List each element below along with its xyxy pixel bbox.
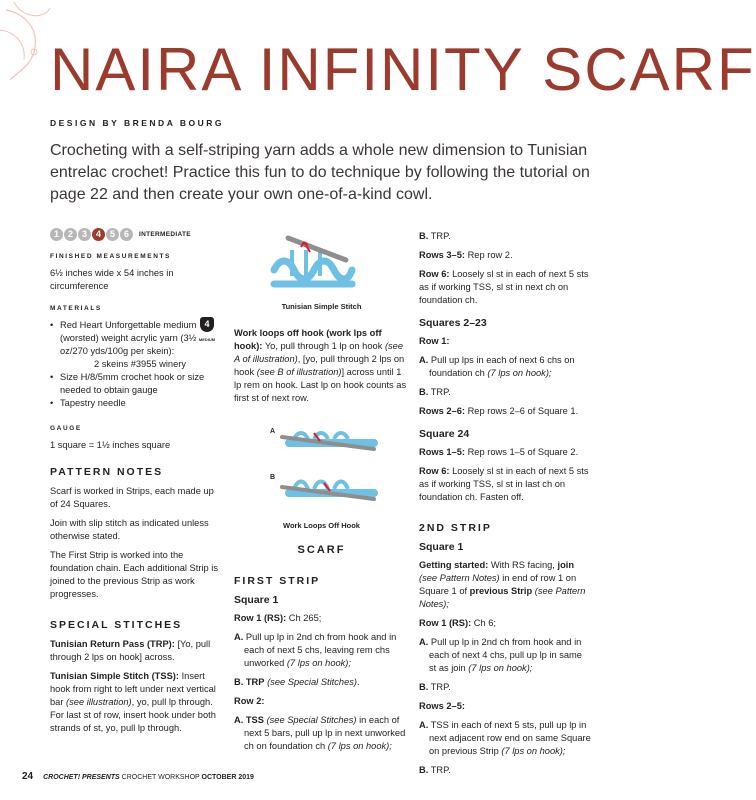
row1-text: Row 1 (RS): Ch 265; — [234, 613, 322, 623]
square1-heading: Square 1 — [234, 594, 279, 606]
stitch-trp: Tunisian Return Pass (TRP): [Yo, pull through 2 lps on hook] across. — [50, 639, 211, 662]
tss-illustration — [234, 228, 409, 298]
skill-level-3: 3 — [78, 228, 91, 241]
work-loops-text: Work loops off hook (work lps off hook): Yo, pull through 1 lp on hook (see A of illustration), [yo, pull through 2 lps on hook (see B of illustration)] across until 1 lp rem on hook. Last lp on hook counts as first st of next row. — [234, 328, 407, 403]
pattern-notes-heading: PATTERN NOTES — [50, 466, 164, 478]
step-b4: B. TRP. — [419, 765, 451, 775]
finished-text: 6½ inches wide x 54 inches in circumference — [50, 268, 174, 291]
row6-text: Row 6: Loosely sl st in each of next 5 sts as if working TSS, sl st in next ch on foundation ch. — [419, 269, 589, 305]
yarn-weight-icon: 4 MEDIUM — [198, 319, 216, 342]
step-b1: B. TRP (see Special Stitches). — [234, 677, 360, 687]
row6b-text: Row 6: Loosely sl st in each of next 5 sts as if working TSS, sl st in last ch on foundation ch. Fasten off. — [419, 466, 589, 502]
issue-date: OCTOBER 2019 — [201, 774, 254, 781]
square1b-heading: Square 1 — [419, 541, 464, 553]
label-a: A — [270, 428, 276, 435]
row1-rs: Row 1 (RS): Ch 6; — [419, 618, 496, 628]
skill-level-label: INTERMEDIATE — [139, 231, 191, 238]
skill-level — [50, 228, 222, 241]
skill-level-6: 6 — [120, 228, 133, 241]
rows-1-5: Rows 1–5: Rep rows 1–5 of Square 2. — [419, 447, 579, 457]
second-strip-heading: 2ND STRIP — [419, 522, 492, 534]
wlo-caption: Work Loops Off Hook — [283, 521, 360, 530]
gauge-text: 1 square = 1½ inches square — [50, 440, 171, 450]
column-left — [50, 228, 222, 741]
step-a4: A. TSS in each of next 5 sts, pull up lp in next adjacent row end on same Square on previous Strip (7 lps on hook); — [419, 720, 591, 756]
pattern-note: The First Strip is worked into the foundation chain. Each additional Strip is joined to the previous Strip as work progresses. — [50, 550, 218, 599]
step-a: A. Pull up lps in each of next 6 chs on foundation ch (7 lps on hook); — [419, 355, 575, 378]
intro-paragraph: Crocheting with a self-striping yarn adds a whole new dimension to Tunisian entrelac crochet! Practice this fun to do technique by following the tutorial on page 22 and then create your own one-of-a-kind cowl. — [50, 142, 590, 203]
row2-label: Row 2: — [234, 696, 265, 706]
special-stitches-heading: SPECIAL STITCHES — [50, 619, 183, 631]
rows-2-6: Rows 2–6: Rep rows 2–6 of Square 1. — [419, 406, 579, 416]
designer-credit: DESIGN BY BRENDA BOURG — [50, 118, 225, 128]
square-24-heading: Square 24 — [419, 428, 470, 440]
step-b-trp: B. TRP. — [419, 231, 451, 241]
rows-3-5: Rows 3–5: Rep row 2. — [419, 250, 513, 260]
step-a1: A. Pull up lp in 2nd ch from hook and in each of next 5 chs, leaving rem chs unworked (7 lps on hook); — [234, 632, 397, 668]
first-strip-heading: FIRST STRIP — [234, 575, 321, 587]
list-item: • Tapestry needle — [50, 397, 222, 410]
list-item: • Red Heart Unforgettable medium (worsted) weight acrylic yarn (3½ oz/270 yds/100g per skein): 2 skeins #3955 winery — [50, 319, 222, 371]
column-middle — [234, 228, 409, 759]
stitch-tss: Tunisian Simple Stitch (TSS): Insert hook from right to left under next vertical bar (see illustration), yo, pull lp through. For last st of row, insert hook under both strands of st, yo, pull lp through. — [50, 671, 216, 733]
gauge-heading: GAUGE — [50, 425, 82, 432]
getting-started: Getting started: With RS facing, join (see Pattern Notes) in end of row 1 on Square 1 of previous Strip (see Pattern Notes); — [419, 560, 586, 609]
column-right — [419, 230, 591, 783]
skill-level-2: 2 — [64, 228, 77, 241]
skill-level-1: 1 — [50, 228, 63, 241]
scarf-heading: SCARF — [297, 544, 346, 556]
materials-heading: MATERIALS — [50, 305, 102, 312]
page-title: NAIRA INFINITY SCARF — [50, 36, 756, 103]
tss-illustration-icon — [234, 228, 409, 298]
pattern-note: Scarf is worked in Strips, each made up of 24 Squares. — [50, 486, 214, 509]
step-b2: B. TRP. — [419, 387, 451, 397]
squares-2-23-heading: Squares 2–23 — [419, 317, 487, 329]
work-loops-icon — [234, 411, 409, 519]
work-loops-illustration — [234, 411, 409, 519]
skill-level-5: 5 — [106, 228, 119, 241]
list-item: • Size H/8/5mm crochet hook or size needed to obtain gauge — [50, 371, 222, 397]
page-footer — [22, 771, 254, 782]
section-name: CROCHET WORKSHOP — [121, 774, 200, 781]
row1-label: Row 1: — [419, 336, 450, 346]
pattern-note: Join with slip stitch as indicated unless otherwise stated. — [50, 518, 209, 541]
step-a3: A. Pull up lp in 2nd ch from hook and in each of next 4 chs, pull up lp in same st as join (7 lps on hook); — [419, 637, 582, 673]
step-b3: B. TRP. — [419, 682, 451, 692]
publication-name: CROCHET! PRESENTS — [43, 774, 120, 781]
step-a2: A. TSS (see Special Stitches) in each of next 5 bars, pull up lp in next unworked ch on foundation ch (7 lps on hook); — [234, 715, 406, 751]
skill-level-4: 4 — [92, 228, 105, 241]
label-b: B — [270, 474, 276, 481]
finished-heading: FINISHED MEASUREMENTS — [50, 253, 171, 260]
materials-list — [50, 319, 222, 410]
page-number: 24 — [22, 771, 34, 782]
tss-caption: Tunisian Simple Stitch — [281, 302, 362, 311]
rows-2-5: Rows 2–5: — [419, 701, 465, 711]
